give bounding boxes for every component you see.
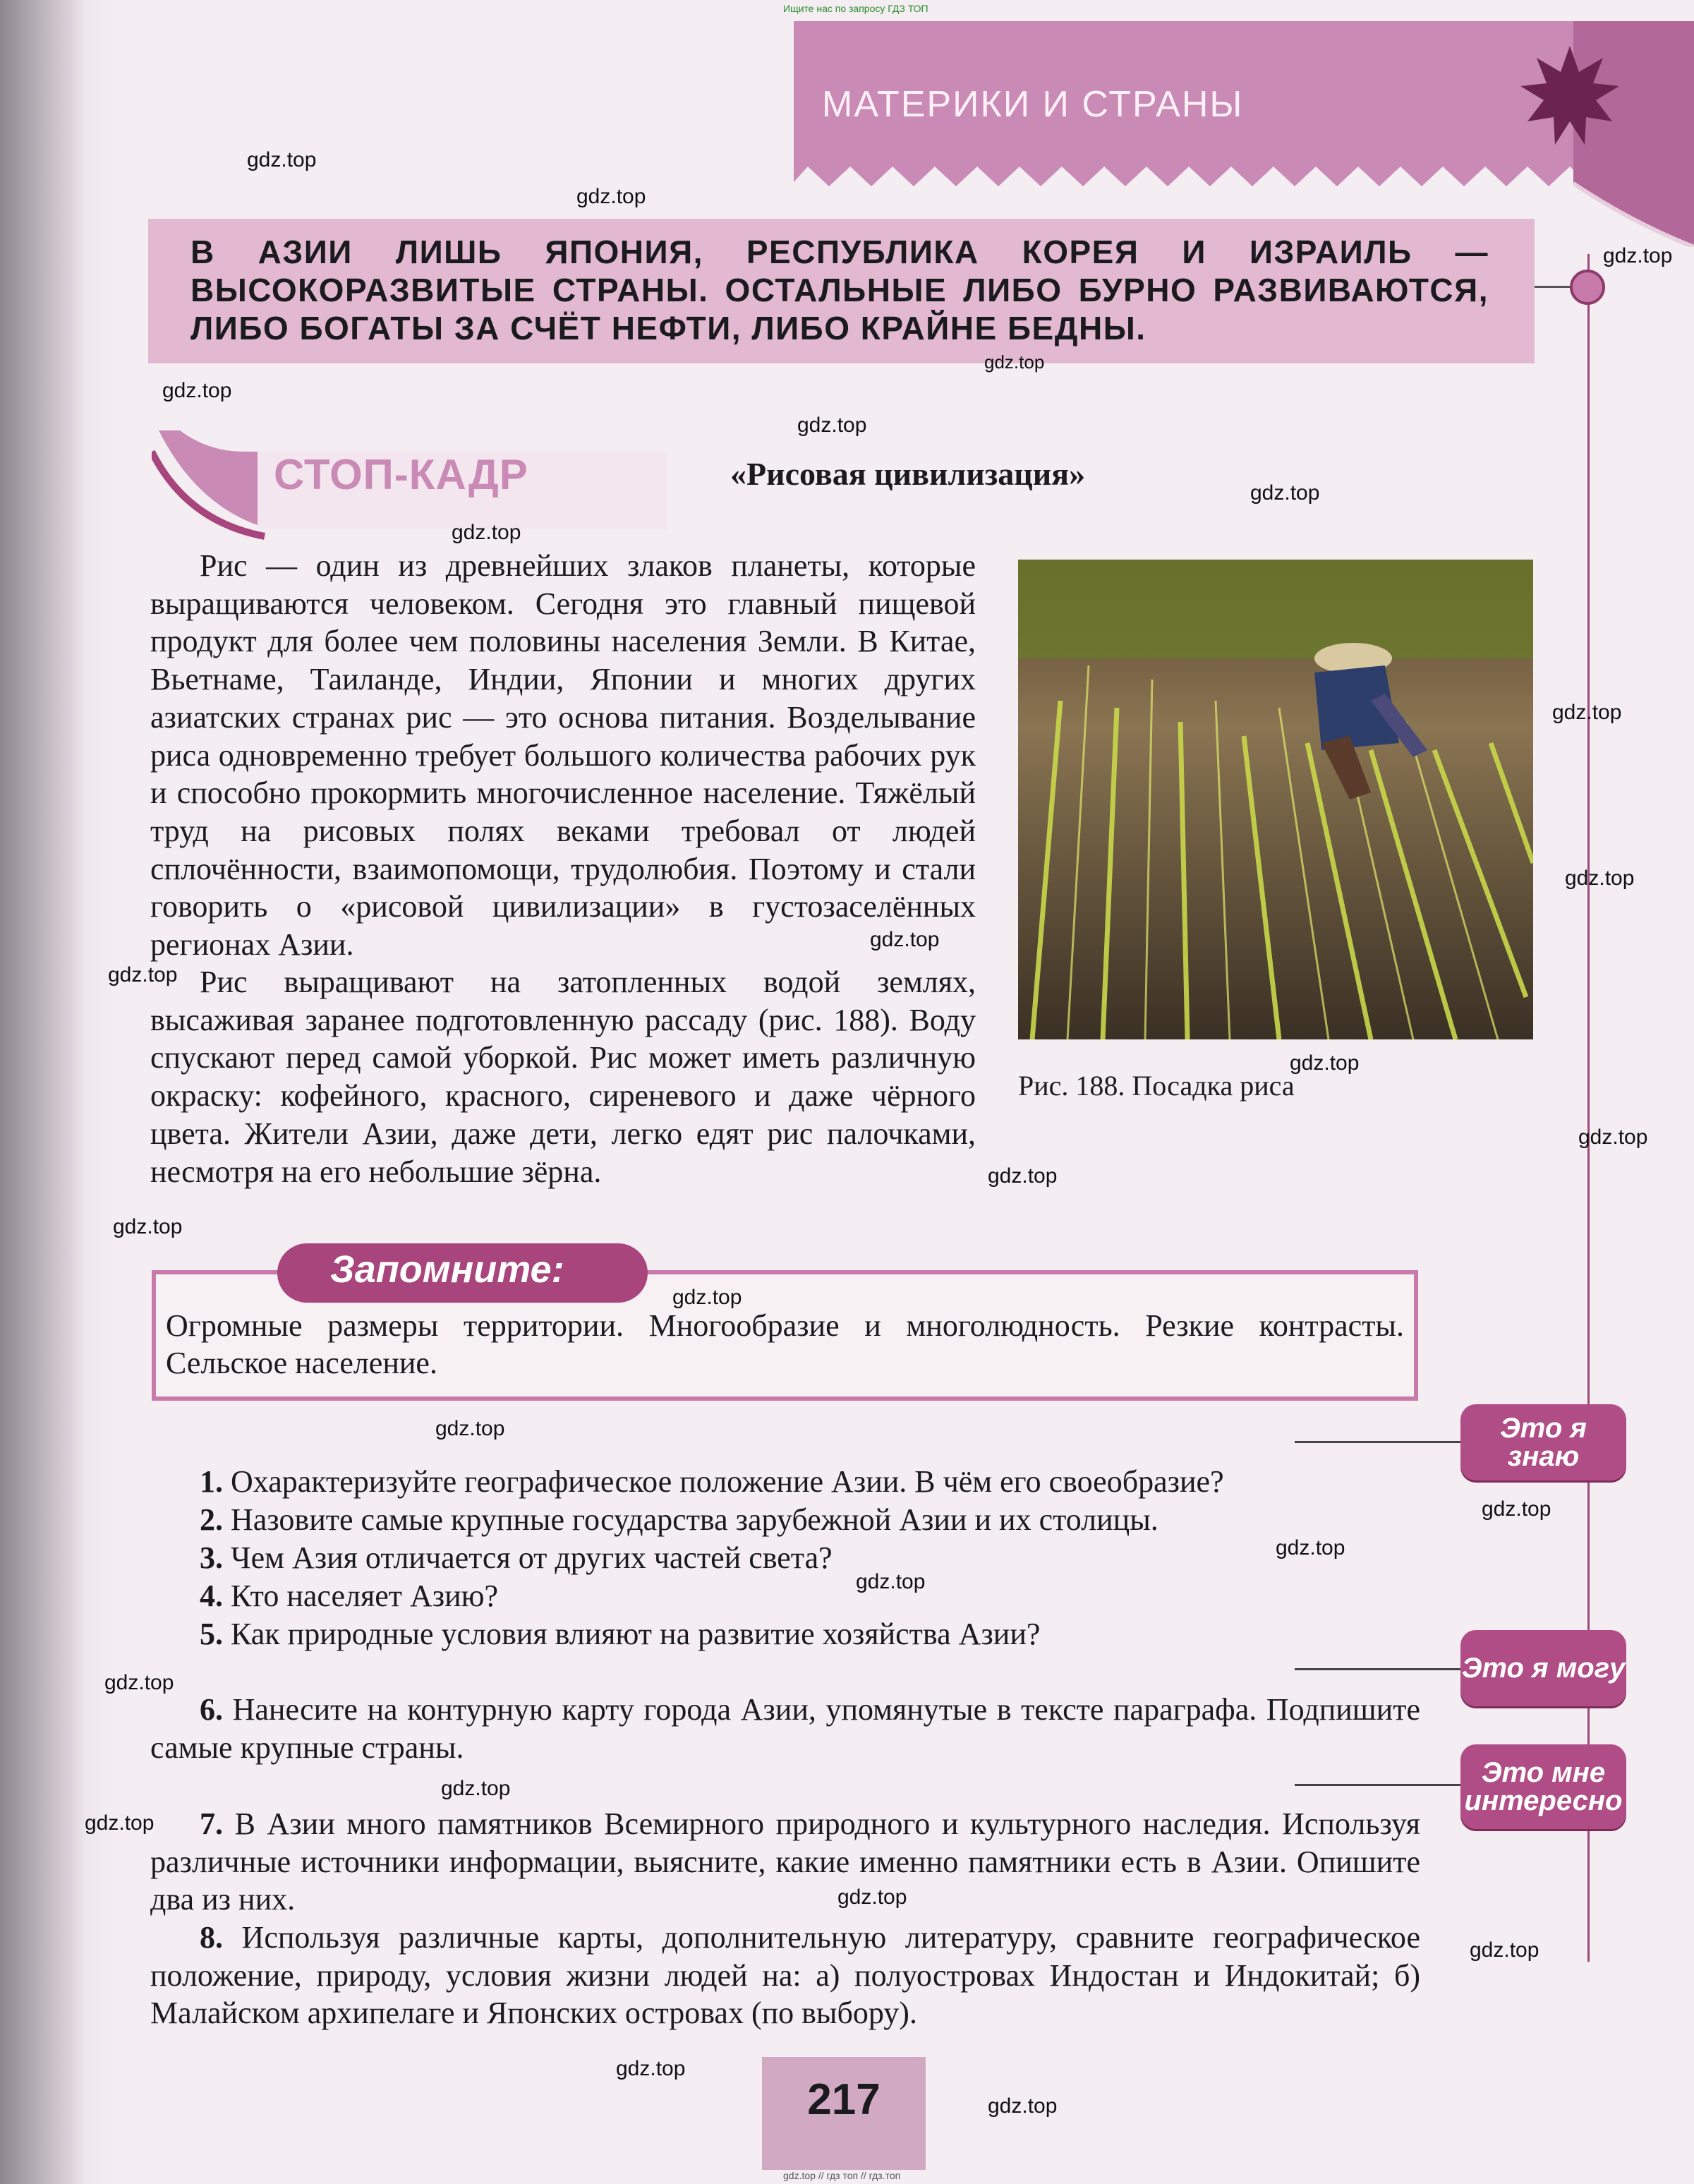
watermark: gdz.top xyxy=(435,1417,505,1440)
question-number: 5. xyxy=(200,1617,223,1651)
watermark: gdz.top xyxy=(1290,1051,1360,1075)
watermark: gdz.top xyxy=(452,521,521,544)
watermark: gdz.top xyxy=(672,1286,742,1309)
article-paragraph-2: Рис выращивают на затопленных водой землях, высаживая заранее подготовленную рассаду (рис. 188). Воду спускают перед самой уборкой. Рис может иметь различную окраску: кофейного, красного, сиреневого и даже чёрного цвета. Жители Азии, даже дети, легко едят рис палочками, несмотря на его небольшие зёрна. xyxy=(150,965,976,1189)
tag-connector-line xyxy=(1295,1441,1460,1443)
question-number: 1. xyxy=(200,1464,223,1499)
section-title: МАТЕРИКИ И СТРАНЫ xyxy=(822,84,1244,125)
question-text: Кто населяет Азию? xyxy=(231,1579,499,1613)
stop-frame-label: СТОП-КАДР xyxy=(274,451,528,498)
article-title: «Рисовая цивилизация» xyxy=(730,456,1086,492)
question-8 xyxy=(150,1919,1420,2032)
top-notice: Ищите нас по запросу ГДЗ ТОП xyxy=(783,3,928,14)
question-number: 7. xyxy=(200,1806,223,1841)
star-icon xyxy=(1517,42,1623,148)
watermark: gdz.top xyxy=(988,1164,1058,1188)
bottom-notice: gdz.top // гдз топ // гдз.топ xyxy=(783,2170,901,2181)
watermark: gdz.top xyxy=(1276,1536,1345,1559)
remember-text: Огромные размеры территории. Многообразие и многолюдность. Резкие контрасты. Сельское население. xyxy=(166,1308,1404,1380)
question-number: 6. xyxy=(200,1692,223,1727)
timeline-tick xyxy=(1531,286,1573,288)
watermark: gdz.top xyxy=(247,148,317,171)
timeline-dot-icon xyxy=(1570,270,1605,305)
tag-interesting-line-1: Это мне xyxy=(1481,1757,1606,1788)
figure-caption: Рис. 188. Посадка риса xyxy=(1018,1070,1295,1102)
question-number: 3. xyxy=(200,1540,223,1575)
watermark: gdz.top xyxy=(616,2057,686,2080)
watermark: gdz.top xyxy=(85,1811,155,1835)
question-number: 8. xyxy=(200,1920,223,1955)
question-text: В Азии много памятников Всемирного природного и культурного наследия. Используя различные источники информации, выясните, какие именно памятники есть в Азии. Опишите два из них. xyxy=(150,1806,1421,1917)
question-6 xyxy=(150,1691,1420,1766)
watermark: gdz.top xyxy=(797,414,867,437)
watermark: gdz.top xyxy=(162,379,232,402)
question-4 xyxy=(150,1577,1470,1615)
question-3 xyxy=(150,1539,1470,1577)
watermark: gdz.top xyxy=(1603,244,1673,267)
rice-planting-photo xyxy=(1018,560,1533,1039)
tag-interesting-line-2: интересно xyxy=(1464,1785,1623,1816)
watermark: gdz.top xyxy=(441,1777,511,1800)
question-text: Как природные условия влияют на развитие хозяйства Азии? xyxy=(231,1617,1041,1651)
header-zigzag-edge xyxy=(794,161,1612,189)
tag-connector-line xyxy=(1295,1668,1460,1670)
question-text: Нанесите на контурную карту города Азии, упомянутые в тексте параграфа. Подпишите самые крупные страны. xyxy=(150,1692,1420,1765)
watermark: gdz.top xyxy=(1470,1938,1539,1962)
watermark: gdz.top xyxy=(837,1886,907,1909)
article-paragraph-1: Рис — один из древнейших злаков планеты, которые выращиваются человеком. Сегодня это главный пищевой продукт для более чем половины населения Земли. В Китае, Вьетнаме, Таиланде, Индии, Японии и многих других азиатских странах рис — это основа питания. Возделывание риса одновременно требует большого количества рабочих рук и способно прокормить многочисленное население. Тяжёлый труд на рисовых полях веками требовал от людей сплочённости, взаимопомощи, трудолюбия. Поэтому и стали говорить о «рисовой цивилизации» в густозаселённых регионах Азии. xyxy=(150,548,976,963)
tag-i-can: Это я могу xyxy=(1460,1630,1626,1706)
question-1 xyxy=(150,1463,1470,1501)
watermark: gdz.top xyxy=(1482,1497,1551,1521)
question-text: Назовите самые крупные государства зарубежной Азии и их столицы. xyxy=(231,1502,1158,1537)
question-text: Охарактеризуйте географическое положение Азии. В чём его своеобразие? xyxy=(231,1464,1224,1499)
remember-label: Запомните: xyxy=(330,1248,564,1291)
headline-statement: В АЗИИ ЛИШЬ ЯПОНИЯ, РЕСПУБЛИКА КОРЕЯ И ИЗРАИЛЬ — ВЫСОКОРАЗВИТЫЕ СТРАНЫ. ОСТАЛЬНЫЕ ЛИБО БУРНО РАЗВИВАЮТСЯ, ЛИБО БОГАТЫ ЗА СЧЁТ НЕФТИ, ЛИБО КРАЙНЕ БЕДНЫ. xyxy=(190,234,1489,346)
watermark: gdz.top xyxy=(856,1570,926,1593)
watermark: gdz.top xyxy=(113,1215,183,1238)
page-number: 217 xyxy=(807,2075,881,2124)
watermark: gdz.top xyxy=(1565,867,1635,890)
tag-connector-line xyxy=(1295,1784,1460,1786)
tag-interesting xyxy=(1460,1744,1626,1829)
book-spine-shadow xyxy=(0,0,85,2184)
question-7 xyxy=(150,1805,1420,1919)
watermark: gdz.top xyxy=(1578,1126,1648,1149)
watermark: gdz.top xyxy=(576,185,646,208)
watermark: gdz.top xyxy=(104,1671,174,1694)
question-text: Чем Азия отличается от других частей света? xyxy=(231,1540,833,1575)
question-5 xyxy=(150,1615,1470,1653)
tag-i-know: Это я знаю xyxy=(1460,1404,1626,1480)
watermark: gdz.top xyxy=(984,351,1045,373)
question-2 xyxy=(150,1501,1470,1539)
question-number: 4. xyxy=(200,1579,223,1613)
question-number: 2. xyxy=(200,1502,223,1537)
watermark: gdz.top xyxy=(1552,701,1622,724)
question-text: Используя различные карты, дополнительную литературу, сравните географическое положение, природу, условия жизни людей на: а) полуостровах Индостан и Индокитай; б) Малайском архипелаге и Японских островах (по выбору). xyxy=(150,1920,1421,2031)
watermark: gdz.top xyxy=(870,928,940,951)
watermark: gdz.top xyxy=(1250,481,1320,505)
watermark: gdz.top xyxy=(108,963,178,987)
watermark: gdz.top xyxy=(988,2094,1058,2118)
